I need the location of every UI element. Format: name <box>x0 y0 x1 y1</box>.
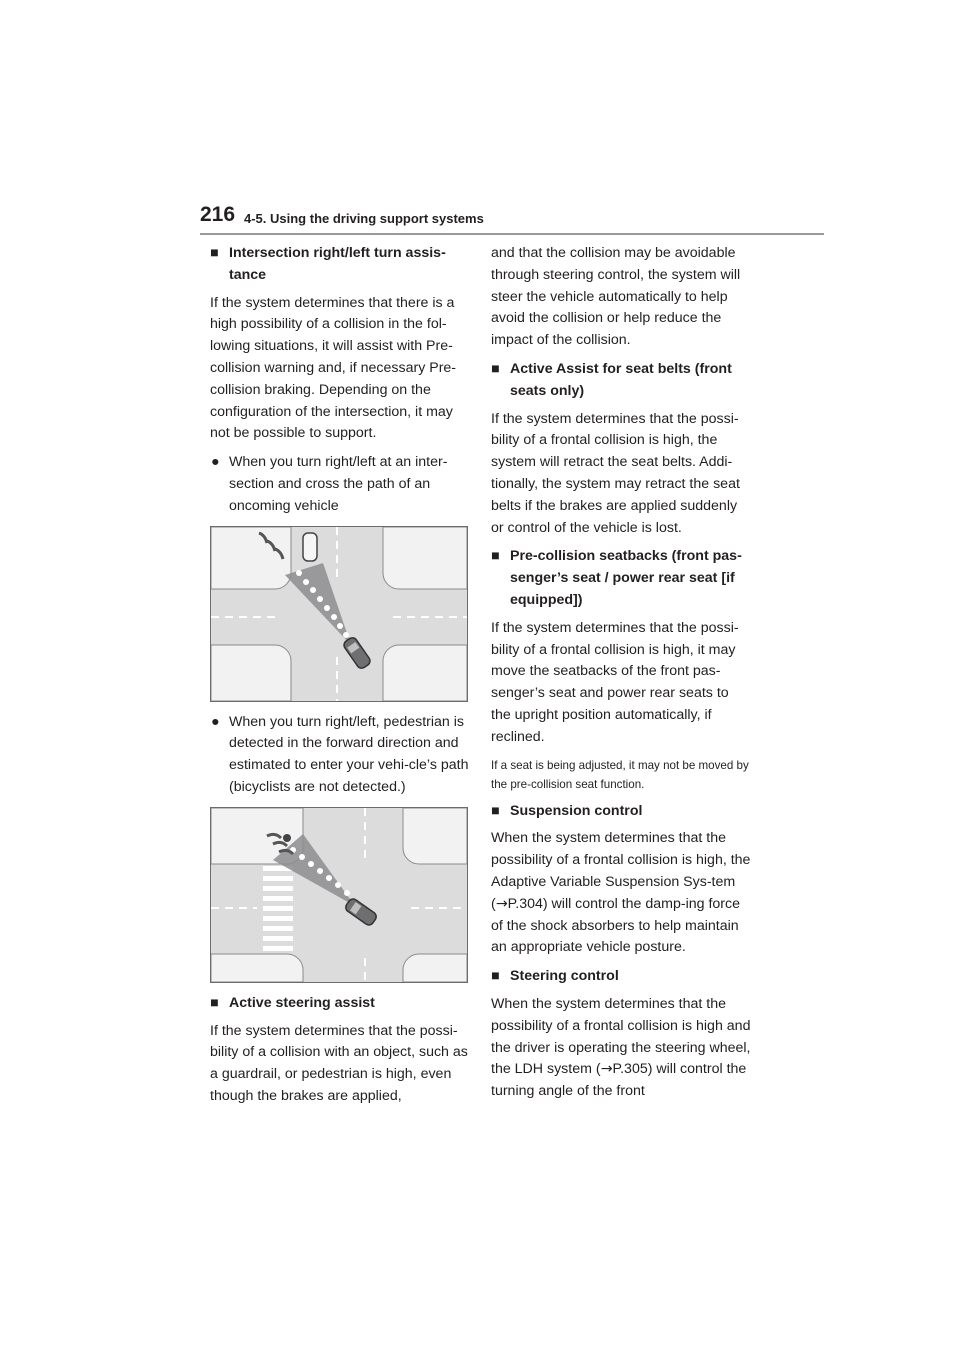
heading-intersection-turn-assist: ■ Intersection right/left turn assis-tance <box>210 245 446 283</box>
paragraph-steering-continued: and that the collision may be avoidable through steering control, the system will steer the vehicle automatically to help avoid the collision or help reduce the impact of the collision. <box>491 245 741 349</box>
bullet-oncoming-vehicle: ● When you turn right/left at an inter-section and cross the path of an oncoming vehicle <box>211 454 448 514</box>
right-column <box>491 243 751 1110</box>
bullet-dot-icon: ● <box>211 713 220 730</box>
heading-seat-belts: ■ Active Assist for seat belts (front seats only) <box>491 360 732 399</box>
square-bullet-icon: ■ <box>491 548 500 565</box>
paragraph-suspension: When the system determines that the possibility of a frontal collision is high, the Adaptive Variable Suspension Sys-tem (→P.304) will control the damp-ing force of the shock absorbers to help maintain an appropriate vehicle posture. <box>491 830 751 956</box>
page-reference-link[interactable]: P.304 <box>507 895 543 912</box>
arrow-icon: → <box>495 895 508 912</box>
paragraph-steering-control: When the system determines that the possibility of a frontal collision is high and the driver is operating the steering wheel, the LDH system (→P.305) will control the turning angle of the front <box>491 995 751 1100</box>
heading-suspension-control: ■ Suspension control <box>491 801 751 823</box>
intersection-vehicle-illustration <box>211 527 467 701</box>
square-bullet-icon: ■ <box>491 802 500 819</box>
heading-active-steering-assist: ■ Active steering assist <box>210 993 470 1015</box>
paragraph-seat-belts: If the system determines that the possi-bility of a frontal collision is high, the system will retract the seat belts. Addi-tionally, the system may retract the seat belts if the brakes are applied suddenly or control of the vehicle is lost. <box>491 410 740 536</box>
arrow-icon: → <box>600 1061 613 1078</box>
square-bullet-icon: ■ <box>491 360 500 377</box>
bullet-pedestrian-detected: ● When you turn right/left, pedestrian is detected in the forward direction and estimated to enter your vehi-cle’s path (bicyclists are not detected.) <box>211 713 469 795</box>
heading-seatbacks: ■ Pre-collision seatbacks (front pas-senger’s seat / power rear seat [if equipped]) <box>491 548 742 608</box>
square-bullet-icon: ■ <box>210 245 219 261</box>
section-title: 4-5. Using the driving support systems <box>244 211 484 226</box>
figure-pedestrian <box>210 807 468 983</box>
figure-oncoming-vehicle <box>210 526 468 702</box>
page-number: 216 <box>200 203 236 226</box>
square-bullet-icon: ■ <box>210 994 219 1011</box>
bullet-dot-icon: ● <box>211 454 220 471</box>
paragraph-intersection-intro: If the system determines that there is a high possibility of a collision in the fol-lowing situations, it will assist with Pre-collision warning and, if necessary Pre-collision braking. Depending on the configuration of the intersection, it may not be possible to support. <box>210 294 457 442</box>
note-seat-adjusting: If a seat is being adjusted, it may not be moved by the pre-collision seat function. <box>491 758 749 791</box>
left-column <box>210 243 470 1115</box>
paragraph-active-steering: If the system determines that the possi-bility of a collision with an object, such as a guardrail, or pedestrian is high, even though the brakes are applied, <box>210 1022 468 1104</box>
paragraph-seatbacks: If the system determines that the possi-bility of a frontal collision is high, it may move the seatbacks of the front pas-senger’s seat and power rear seats to the upright position automatically, if reclined. <box>491 619 739 745</box>
intersection-pedestrian-illustration <box>211 808 467 982</box>
square-bullet-icon: ■ <box>491 968 500 985</box>
heading-steering-control: ■ Steering control <box>491 966 751 988</box>
header-rule <box>200 233 824 235</box>
page-reference-link[interactable]: P.305 <box>612 1061 648 1078</box>
page-header <box>200 203 824 235</box>
